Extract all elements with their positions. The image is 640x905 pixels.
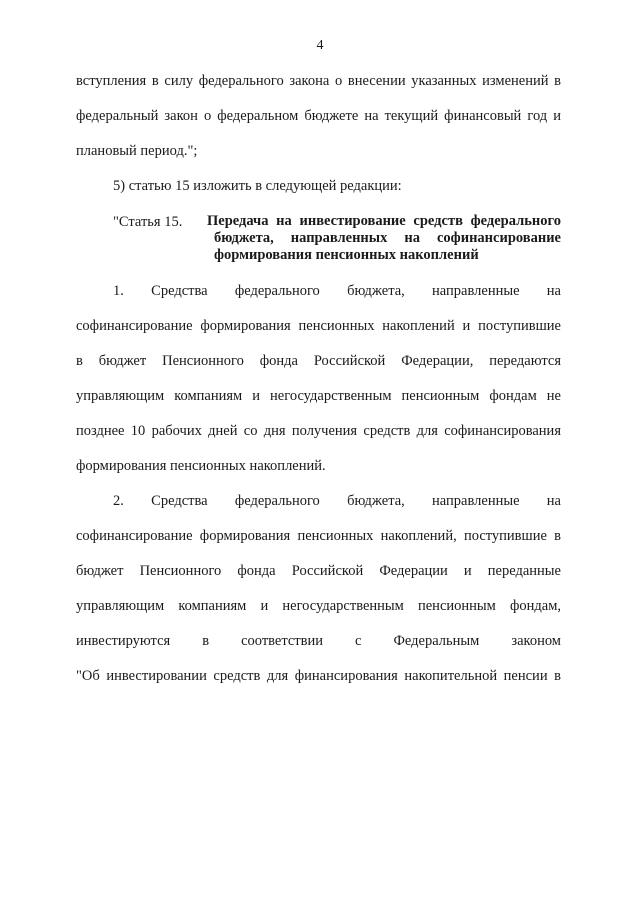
text-line: плановый период."; <box>76 143 198 159</box>
article-title <box>207 213 561 264</box>
text-line: позднее 10 рабочих дней со дня получения средств для софинансирования <box>76 423 561 439</box>
text-line: федеральный закон о федеральном бюджете на текущий финансовый год и <box>76 108 561 124</box>
amendment-item-5: 5) статью 15 изложить в следующей редакции: <box>113 178 402 194</box>
text-line: софинансирование формирования пенсионных накоплений и поступившие <box>76 318 561 334</box>
text-line: инвестируются в соответствии с Федеральным законом <box>76 633 561 649</box>
text-line: формирования пенсионных накоплений. <box>76 458 326 474</box>
text-line: 2. Средства федерального бюджета, направленные на <box>113 493 561 509</box>
page-number: 4 <box>316 38 324 53</box>
article-title-line: формирования пенсионных накоплений <box>214 247 479 263</box>
text-line: вступления в силу федерального закона о внесении указанных изменений в <box>76 73 561 89</box>
article-title-line: Передача на инвестирование средств федерального <box>207 213 561 229</box>
article-label: "Статья 15. <box>113 214 183 230</box>
text-line: бюджет Пенсионного фонда Российской Федерации и переданные <box>76 563 561 579</box>
text-line: "Об инвестировании средств для финансирования накопительной пенсии в <box>76 668 561 684</box>
article-title-line: бюджета, направленных на софинансирование <box>214 230 561 246</box>
text-line: управляющим компаниям и негосударственным пенсионным фондам не <box>76 388 561 404</box>
text-line: софинансирование формирования пенсионных накоплений, поступившие в <box>76 528 561 544</box>
text-line: 1. Средства федерального бюджета, направленные на <box>113 283 561 299</box>
text-line: в бюджет Пенсионного фонда Российской Федерации, передаются <box>76 353 561 369</box>
text-line: управляющим компаниям и негосударственным пенсионным фондам, <box>76 598 561 614</box>
